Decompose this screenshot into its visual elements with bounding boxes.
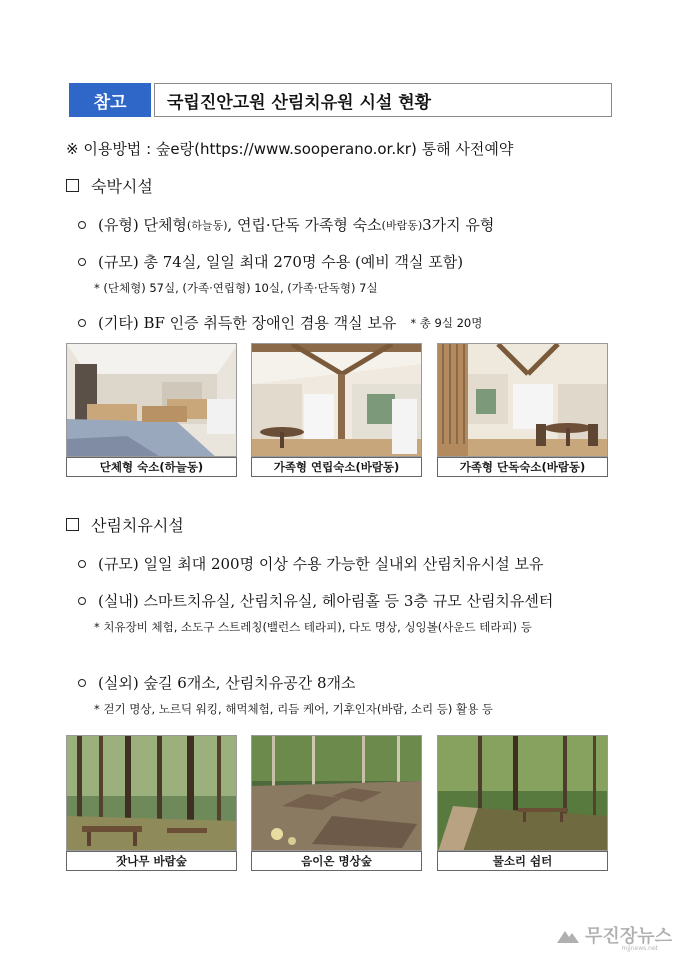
- type-text-c: 3가지 유형: [422, 216, 495, 234]
- checkbox-icon: [66, 518, 79, 531]
- reservation-url-link[interactable]: https://www.sooperano.or.kr: [199, 140, 411, 158]
- circle-bullet-icon: [78, 258, 86, 266]
- type-text-b-small: (바람동): [381, 218, 423, 232]
- photo-caption: 가족형 단독숙소(바람동): [437, 457, 608, 477]
- section-accommodation: [66, 174, 153, 197]
- photo-family-row-lodging: [251, 343, 422, 457]
- circle-bullet-icon: [78, 597, 86, 605]
- type-text-b: , 연립·단독 가족형 숙소: [227, 216, 382, 234]
- section-forest-healing-title: 산림치유시설: [91, 516, 184, 535]
- healing-indoor-text: (실내) 스마트치유실, 산림치유실, 헤아림홀 등 3층 규모 산림치유센터: [98, 592, 554, 610]
- healing-indoor-item: [78, 590, 553, 611]
- page-title: 국립진안고원 산림치유원 시설 현황: [154, 83, 612, 117]
- mountain-logo-icon: [557, 927, 579, 943]
- healing-outdoor-note: * 걷기 명상, 노르딕 워킹, 해먹체험, 리듬 케어, 기후인자(바람, 소리 등) 활용 등: [94, 702, 494, 716]
- usage-line: [66, 138, 513, 159]
- section-accommodation-title: 숙박시설: [91, 177, 153, 196]
- accommodation-scale-note: * (단체형) 57실, (가족·연립형) 10실, (가족·단독형) 7실: [94, 281, 378, 295]
- etc-note: * 총 9실 20명: [410, 315, 483, 330]
- circle-bullet-icon: [78, 221, 86, 229]
- type-text-a: (유형) 단체형: [98, 216, 187, 234]
- usage-prefix: ※ 이용방법 : 숲e랑(: [66, 140, 200, 158]
- reference-badge: 참고: [69, 83, 151, 117]
- photo-caption: 물소리 쉼터: [437, 851, 608, 871]
- photo-water-sound-shelter: [437, 735, 608, 851]
- scale-text: (규모) 총 74실, 일일 최대 270명 수용 (예비 객실 포함): [98, 253, 464, 271]
- section-forest-healing: [66, 513, 184, 536]
- photo-caption: 음이온 명상숲: [251, 851, 422, 871]
- photo-group-lodging: [66, 343, 237, 457]
- photo-caption: 잣나무 바람숲: [66, 851, 237, 871]
- healing-indoor-note: * 치유장비 체험, 소도구 스트레칭(밸런스 테라피), 다도 명상, 싱잉볼(사운드 테라피) 등: [94, 620, 532, 634]
- photo-pine-wind-forest: [66, 735, 237, 851]
- photo-family-single-lodging: [437, 343, 608, 457]
- checkbox-icon: [66, 179, 79, 192]
- circle-bullet-icon: [78, 319, 86, 327]
- accommodation-type-item: [78, 214, 494, 235]
- photo-caption: 가족형 연립숙소(바람동): [251, 457, 422, 477]
- accommodation-etc-item: [78, 312, 482, 333]
- healing-outdoor-text: (실외) 숲길 6개소, 산림치유공간 8개소: [98, 674, 356, 692]
- watermark-text: 무진장뉴스: [585, 926, 672, 947]
- watermark-sub: mjjnews.net: [621, 945, 658, 952]
- healing-scale-item: [78, 553, 544, 574]
- etc-text: (기타) BF 인증 취득한 장애인 겸용 객실 보유: [98, 314, 397, 332]
- circle-bullet-icon: [78, 560, 86, 568]
- type-text-a-small: (하늘동): [186, 218, 228, 232]
- circle-bullet-icon: [78, 679, 86, 687]
- photo-caption: 단체형 숙소(하늘동): [66, 457, 237, 477]
- healing-outdoor-item: [78, 672, 356, 693]
- photo-anion-meditation-forest: [251, 735, 422, 851]
- accommodation-scale-item: [78, 251, 463, 272]
- usage-suffix: ) 통해 사전예약: [410, 140, 514, 158]
- healing-scale-text: (규모) 일일 최대 200명 이상 수용 가능한 실내외 산림치유시설 보유: [98, 555, 544, 573]
